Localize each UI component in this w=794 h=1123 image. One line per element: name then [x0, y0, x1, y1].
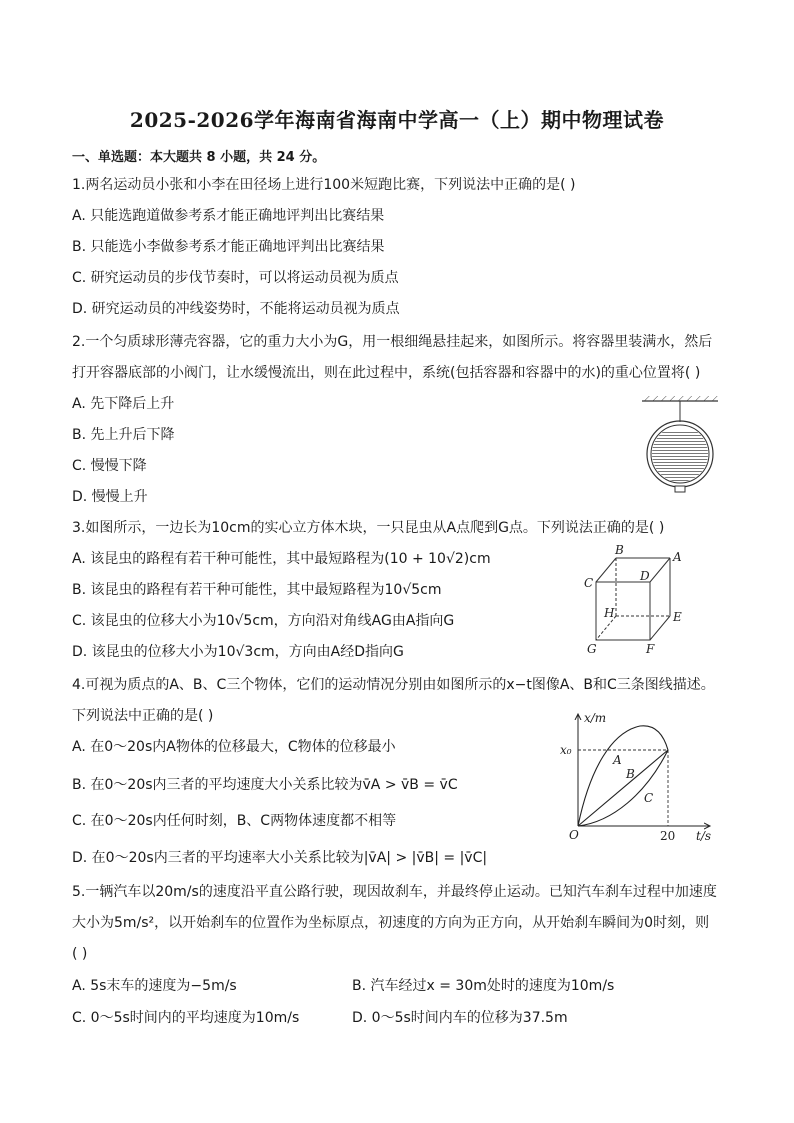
xt-graph-figure [560, 708, 720, 844]
q4-option-a: A. 在0～20s内A物体的位移最大，C物体的位移最小 [72, 739, 396, 755]
q4-option-d: D. 在0～20s内三者的平均速率大小关系比较为|v̄A| > |v̄B| = |v̄C| [72, 850, 488, 866]
q2-option-b: B. 先上升后下降 [72, 427, 175, 443]
q5-stem-line3: ( ) [72, 946, 88, 962]
ceiling-hatch [642, 396, 718, 401]
q2-option-c: C. 慢慢下降 [72, 458, 147, 474]
graph-xlabel: t/s [696, 829, 712, 843]
cube-label-d: D [640, 569, 650, 583]
q2-option-d: D. 慢慢上升 [72, 489, 148, 505]
graph-label-a: A [613, 753, 622, 767]
curve-a [578, 726, 668, 826]
q1-option-d: D. 研究运动员的冲线姿势时，不能将运动员视为质点 [72, 301, 400, 317]
q1-option-a: A. 只能选跑道做参考系才能正确地评判出比赛结果 [72, 208, 385, 224]
page-title: 2025-2026学年海南省海南中学高一（上）期中物理试卷 [129, 108, 665, 132]
q3-option-c: C. 该昆虫的位移大小为10√5cm，方向沿对角线AG由A指向G [72, 613, 455, 629]
q1-stem: 1.两名运动员小张和小李在田径场上进行100米短跑比赛，下列说法中正确的是( ) [72, 177, 576, 193]
q2-stem-line2: 打开容器底部的小阀门，让水缓慢流出，则在此过程中，系统(包括容器和容器中的水)的重心位置将( ) [72, 365, 701, 381]
cube-label-e: E [673, 610, 682, 624]
q5-option-c: C. 0～5s时间内的平均速度为10m/s [72, 1010, 300, 1026]
cube-label-b: B [615, 543, 624, 557]
cube-label-g: G [587, 642, 597, 656]
cube-label-f: F [646, 642, 655, 656]
section-heading: 一、单选题：本大题共 8 小题，共 24 分。 [72, 150, 326, 165]
q2-option-a: A. 先下降后上升 [72, 396, 175, 412]
valve [675, 486, 685, 492]
q5-option-a: A. 5s末车的速度为−5m/s [72, 978, 237, 994]
q4-option-c: C. 在0～20s内任何时刻，B、C两物体速度都不相等 [72, 813, 397, 829]
q3-option-b: B. 该昆虫的路程有若干种可能性，其中最短路程为10√5cm [72, 582, 442, 598]
cube-label-h: H [604, 606, 615, 620]
water-fill [650, 430, 710, 484]
q4-option-b: B. 在0～20s内三者的平均速度大小关系比较为v̄A > v̄B = v̄C [72, 777, 458, 793]
q1-option-c: C. 研究运动员的步伐节奏时，可以将运动员视为质点 [72, 270, 399, 286]
q5-option-d: D. 0～5s时间内车的位移为37.5m [352, 1010, 568, 1026]
graph-label-b: B [626, 767, 635, 781]
cube-label-a: A [673, 550, 682, 564]
q5-stem-line2: 大小为5m/s²，以开始刹车的位置作为坐标原点，初速度的方向为正方向，从开始刹车瞬间为0时刻，则 [72, 915, 710, 931]
hanging-sphere-figure [636, 392, 726, 500]
q3-option-d: D. 该昆虫的位移大小为10√3cm，方向由A经D指向G [72, 644, 404, 660]
graph-t20-label: 20 [660, 829, 676, 843]
q5-stem-line1: 5.一辆汽车以20m/s的速度沿平直公路行驶，现因故刹车，并最终停止运动。已知汽车刹车过程中加速度 [72, 884, 717, 900]
line-b [578, 750, 668, 826]
graph-origin-label: O [569, 828, 579, 842]
q4-stem-line1: 4.可视为质点的A、B、C三个物体，它们的运动情况分别由如图所示的x−t图像A、B和C三条图线描述。 [72, 677, 715, 693]
graph-ylabel: x/m [584, 711, 607, 725]
graph-label-c: C [644, 791, 654, 805]
q3-option-a: A. 该昆虫的路程有若干种可能性，其中最短路程为(10 + 10√2)cm [72, 551, 491, 567]
q3-stem: 3.如图所示，一边长为10cm的实心立方体木块，一只昆虫从A点爬到G点。下列说法正确的是( ) [72, 520, 665, 536]
cube-figure [582, 540, 692, 658]
q5-option-b: B. 汽车经过x = 30m处时的速度为10m/s [352, 978, 615, 994]
q2-stem-line1: 2.一个匀质球形薄壳容器，它的重力大小为G，用一根细绳悬挂起来，如图所示。将容器里装满水，然后 [72, 334, 713, 350]
graph-x0-label: x₀ [560, 743, 572, 757]
q1-option-b: B. 只能选小李做参考系才能正确地评判出比赛结果 [72, 239, 385, 255]
cube-label-c: C [584, 576, 594, 590]
q4-stem-line2: 下列说法中正确的是( ) [72, 708, 214, 724]
